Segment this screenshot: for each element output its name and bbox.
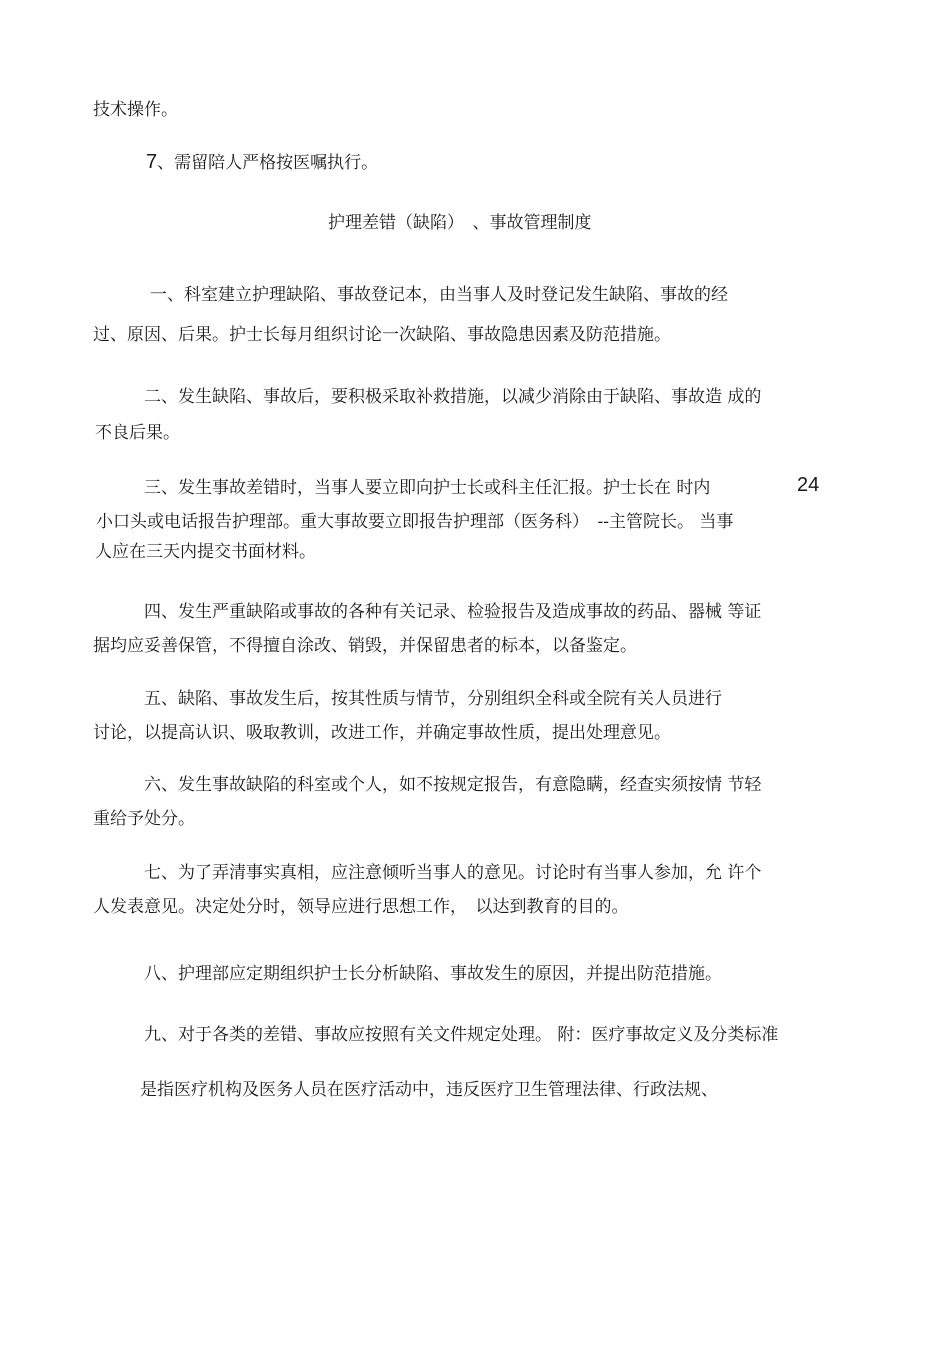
section-3-line-1: 三、发生事故差错时，当事人要立即向护士长或科主任汇报。护士长在 时内 (144, 478, 711, 498)
section-5-line-2: 讨论，以提高认识、吸取教训，改进工作，并确定事故性质，提出处理意见。 (93, 723, 671, 743)
section-5-line-1: 五、缺陷、事故发生后，按其性质与情节，分别组织全科或全院有关人员进行 (144, 689, 722, 709)
section-8-line-1: 八、护理部应定期组织护士长分析缺陷、事故发生的原因，并提出防范措施。 (144, 964, 722, 984)
section-1-line-1: 一、科室建立护理缺陷、事故登记本，由当事人及时登记发生缺陷、事故的经 (150, 285, 728, 305)
section-3-line-3: 人应在三天内提交书面材料。 (95, 542, 316, 562)
section-title: 护理差错（缺陷） 、事故管理制度 (328, 213, 592, 233)
item-7-text: 、需留陪人严格按医嘱执行。 (157, 153, 379, 173)
section-3-number: 24 (797, 474, 820, 496)
section-6-line-2: 重给予处分。 (93, 809, 195, 829)
section-4-line-1: 四、发生严重缺陷或事故的各种有关记录、检验报告及造成事故的药品、器械 等证 (144, 602, 762, 622)
section-3-line-2: 小口头或电话报告护理部。重大事故要立即报告护理部（医务科） --主管院长。 当事 (96, 512, 734, 532)
item-7-number: 7 (146, 151, 158, 173)
section-7-line-1: 七、为了弄清事实真相，应注意倾听当事人的意见。讨论时有当事人参加，允 许个 (144, 863, 762, 883)
section-9-line-1: 九、对于各类的差错、事故应按照有关文件规定处理。 附：医疗事故定义及分类标准 (144, 1025, 779, 1045)
section-1-line-2: 过、原因、后果。护士长每月组织讨论一次缺陷、事故隐患因素及防范措施。 (93, 325, 671, 345)
section-2-line-1: 二、发生缺陷、事故后，要积极采取补救措施，以减少消除由于缺陷、事故造 成的 (144, 387, 762, 407)
section-6-line-1: 六、发生事故缺陷的科室或个人，如不按规定报告，有意隐瞒，经查实须按情 节轻 (144, 775, 762, 795)
section-7-line-2: 人发表意见。决定处分时，领导应进行思想工作， 以达到教育的目的。 (93, 897, 629, 917)
intro-line: 技术操作。 (93, 100, 178, 120)
section-2-line-2: 不良后果。 (95, 423, 180, 443)
item-7 (146, 150, 378, 175)
definition-line: 是指医疗机构及医务人员在医疗活动中，违反医疗卫生管理法律、行政法规、 (140, 1080, 718, 1100)
section-4-line-2: 据均应妥善保管，不得擅自涂改、销毁，并保留患者的标本，以备鉴定。 (93, 636, 637, 656)
